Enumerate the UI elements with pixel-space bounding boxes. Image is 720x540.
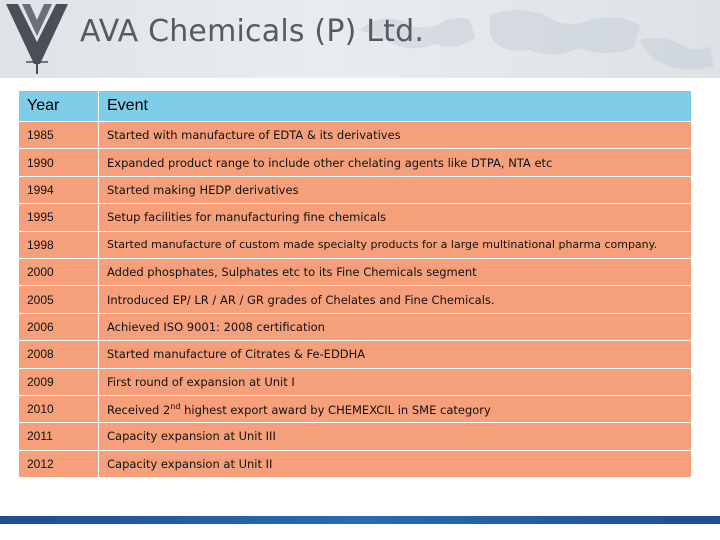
event-cell: Expanded product range to include other chelating agents like DTPA, NTA etc xyxy=(99,149,692,176)
year-cell: 2010 xyxy=(19,395,99,422)
table-row xyxy=(19,341,692,368)
event-cell: Started making HEDP derivatives xyxy=(99,176,692,203)
event-cell: Started manufacture of Citrates & Fe-EDDHA xyxy=(99,341,692,368)
column-header-event: Event xyxy=(99,91,692,122)
year-cell: 2008 xyxy=(19,341,99,368)
header-banner xyxy=(0,0,720,78)
event-cell: Started with manufacture of EDTA & its derivatives xyxy=(99,122,692,149)
event-cell: Capacity expansion at Unit III xyxy=(99,423,692,450)
event-cell: Achieved ISO 9001: 2008 certification xyxy=(99,313,692,340)
event-cell: Added phosphates, Sulphates etc to its Fine Chemicals segment xyxy=(99,258,692,285)
table-row xyxy=(19,149,692,176)
event-cell: First round of expansion at Unit I xyxy=(99,368,692,395)
year-cell: 1990 xyxy=(19,149,99,176)
ordinal-superscript: nd xyxy=(170,401,181,411)
company-logo-icon xyxy=(4,2,70,76)
year-cell: 2005 xyxy=(19,286,99,313)
table-row xyxy=(19,231,692,258)
year-cell: 2012 xyxy=(19,450,99,477)
table-row xyxy=(19,368,692,395)
year-cell: 1995 xyxy=(19,204,99,231)
table-row xyxy=(19,176,692,203)
event-cell: Setup facilities for manufacturing fine chemicals xyxy=(99,204,692,231)
company-name: AVA Chemicals (P) Ltd. xyxy=(80,14,425,49)
table-row xyxy=(19,286,692,313)
table-row xyxy=(19,122,692,149)
year-cell: 1994 xyxy=(19,176,99,203)
event-cell: Introduced EP/ LR / AR / GR grades of Chelates and Fine Chemicals. xyxy=(99,286,692,313)
event-cell: Capacity expansion at Unit II xyxy=(99,450,692,477)
event-cell xyxy=(99,395,692,422)
footer-accent-bar xyxy=(0,516,720,524)
table-header-row xyxy=(19,91,692,122)
year-cell: 1998 xyxy=(19,231,99,258)
table-row xyxy=(19,395,692,422)
year-cell: 2006 xyxy=(19,313,99,340)
table-row xyxy=(19,204,692,231)
company-history-table xyxy=(18,90,692,478)
table-row xyxy=(19,423,692,450)
table-row xyxy=(19,258,692,285)
table-row xyxy=(19,313,692,340)
event-text-post: highest export award by CHEMEXCIL in SME category xyxy=(180,402,491,417)
year-cell: 2009 xyxy=(19,368,99,395)
history-table-container xyxy=(18,90,691,478)
table-row xyxy=(19,450,692,477)
year-cell: 1985 xyxy=(19,122,99,149)
year-cell: 2000 xyxy=(19,258,99,285)
event-text-pre: Received 2 xyxy=(107,402,171,417)
event-cell: Started manufacture of custom made specialty products for a large multinational pharma company. xyxy=(99,231,692,258)
column-header-year: Year xyxy=(19,91,99,122)
year-cell: 2011 xyxy=(19,423,99,450)
